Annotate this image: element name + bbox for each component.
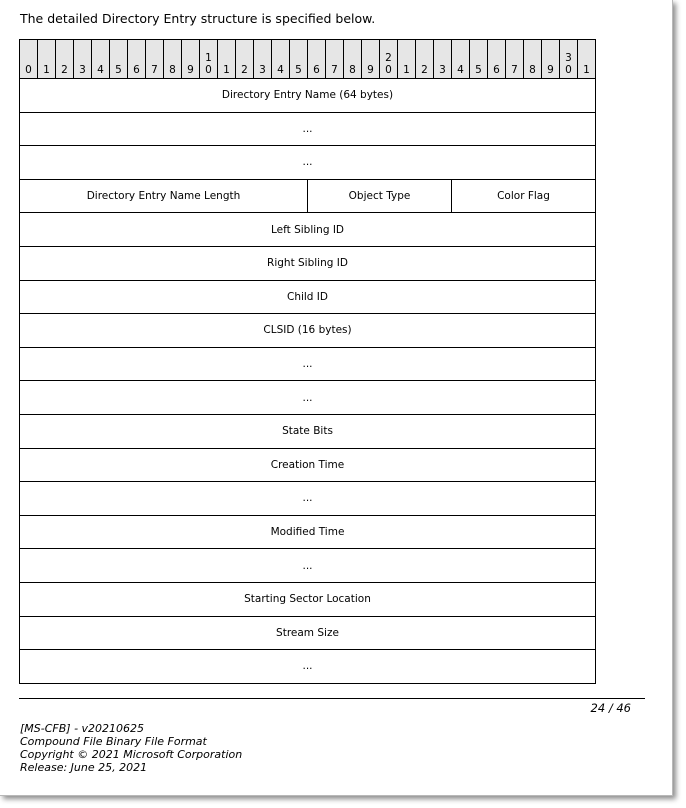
field-name-length: Directory Entry Name Length	[20, 179, 308, 213]
field-cell: CLSID (16 bytes)	[20, 314, 596, 348]
bit-ones-digit: 1	[403, 64, 410, 76]
bit-number-cell	[146, 40, 164, 79]
bit-number-cell	[164, 40, 182, 79]
field-cell: Stream Size	[20, 616, 596, 650]
field-row	[20, 112, 596, 146]
bit-ones-digit: 2	[241, 64, 248, 76]
footer-copyright: Copyright © 2021 Microsoft Corporation	[20, 748, 243, 761]
bit-ones-digit: 4	[457, 64, 464, 76]
bit-number-cell	[488, 40, 506, 79]
bit-number-cell	[344, 40, 362, 79]
bit-tens-digit	[344, 52, 361, 64]
bit-tens-digit	[326, 52, 343, 64]
bit-ones-digit: 0	[565, 64, 572, 76]
bit-tens-digit	[146, 52, 163, 64]
bit-ones-digit: 3	[259, 64, 266, 76]
page-number: 24 / 46	[590, 701, 631, 715]
bit-number-cell	[200, 40, 218, 79]
bit-ones-digit: 5	[295, 64, 302, 76]
bit-ones-digit: 0	[25, 64, 32, 76]
bit-number-cell	[416, 40, 434, 79]
bit-number-cell	[308, 40, 326, 79]
bit-ones-digit: 2	[421, 64, 428, 76]
field-row	[20, 213, 596, 247]
field-cell: Starting Sector Location	[20, 582, 596, 616]
field-continuation: ...	[20, 549, 596, 583]
footer-doc-title: Compound File Binary File Format	[20, 735, 207, 748]
bit-tens-digit	[182, 52, 199, 64]
field-row	[20, 482, 596, 516]
directory-entry-structure-table	[19, 39, 596, 684]
bit-tens-digit	[272, 52, 289, 64]
bit-ones-digit: 0	[205, 64, 212, 76]
bit-number-cell	[452, 40, 470, 79]
bit-number-cell	[236, 40, 254, 79]
bit-number-cell	[578, 40, 596, 79]
bit-number-cell	[434, 40, 452, 79]
bit-ones-digit: 8	[169, 64, 176, 76]
bit-tens-digit	[398, 52, 415, 64]
bit-number-cell	[254, 40, 272, 79]
bit-number-cell	[182, 40, 200, 79]
bit-number-cell	[56, 40, 74, 79]
field-row	[20, 616, 596, 650]
bit-tens-digit	[578, 52, 595, 64]
field-object-type: Object Type	[308, 179, 452, 213]
bit-tens-digit	[38, 52, 55, 64]
field-cell: Creation Time	[20, 448, 596, 482]
bit-ones-digit: 6	[133, 64, 140, 76]
bit-ones-digit: 9	[187, 64, 194, 76]
field-row	[20, 515, 596, 549]
field-continuation: ...	[20, 482, 596, 516]
bit-tens-digit	[56, 52, 73, 64]
field-row	[20, 448, 596, 482]
bit-tens-digit	[542, 52, 559, 64]
field-row	[20, 582, 596, 616]
field-row	[20, 146, 596, 180]
bit-tens-digit	[164, 52, 181, 64]
bit-tens-digit	[218, 52, 235, 64]
bit-ones-digit: 5	[475, 64, 482, 76]
bit-ones-digit: 6	[493, 64, 500, 76]
bit-number-cell	[326, 40, 344, 79]
field-row	[20, 179, 596, 213]
field-continuation: ...	[20, 381, 596, 415]
bit-ones-digit: 8	[349, 64, 356, 76]
bit-tens-digit	[254, 52, 271, 64]
field-row	[20, 414, 596, 448]
field-cell: Child ID	[20, 280, 596, 314]
bit-tens-digit	[20, 52, 37, 64]
footer-release: Release: June 25, 2021	[20, 761, 148, 774]
bit-number-cell	[38, 40, 56, 79]
bit-ones-digit: 1	[583, 64, 590, 76]
bit-tens-digit	[506, 52, 523, 64]
bit-ones-digit: 9	[367, 64, 374, 76]
bit-ones-digit: 1	[223, 64, 230, 76]
bit-tens-digit	[362, 52, 379, 64]
bit-number-cell	[218, 40, 236, 79]
bit-tens-digit: 3	[565, 52, 572, 64]
bit-tens-digit	[452, 52, 469, 64]
field-row	[20, 381, 596, 415]
bit-ones-digit: 3	[79, 64, 86, 76]
field-row	[20, 246, 596, 280]
field-cell: Right Sibling ID	[20, 246, 596, 280]
bit-ones-digit: 4	[97, 64, 104, 76]
footer-doc-id: [MS-CFB] - v20210625	[20, 722, 145, 735]
bit-tens-digit	[416, 52, 433, 64]
bit-number-cell	[362, 40, 380, 79]
bit-tens-digit	[290, 52, 307, 64]
bit-number-cell	[380, 40, 398, 79]
field-row	[20, 79, 596, 113]
bit-tens-digit	[470, 52, 487, 64]
field-color-flag: Color Flag	[452, 179, 596, 213]
field-cell: Modified Time	[20, 515, 596, 549]
field-row	[20, 280, 596, 314]
bit-ones-digit: 1	[43, 64, 50, 76]
field-row	[20, 347, 596, 381]
bit-number-cell	[560, 40, 578, 79]
bit-number-cell	[110, 40, 128, 79]
intro-text: The detailed Directory Entry structure is specified below.	[20, 11, 376, 26]
bit-tens-digit	[308, 52, 325, 64]
bit-ones-digit: 3	[439, 64, 446, 76]
bit-number-cell	[542, 40, 560, 79]
field-row	[20, 549, 596, 583]
bit-header-row	[20, 40, 596, 79]
field-row	[20, 314, 596, 348]
bit-tens-digit	[524, 52, 541, 64]
field-cell: Left Sibling ID	[20, 213, 596, 247]
bit-number-cell	[20, 40, 38, 79]
field-cell: State Bits	[20, 414, 596, 448]
footer-rule	[19, 698, 645, 699]
bit-number-cell	[74, 40, 92, 79]
bit-number-cell	[398, 40, 416, 79]
bit-tens-digit	[92, 52, 109, 64]
bit-ones-digit: 8	[529, 64, 536, 76]
bit-ones-digit: 7	[331, 64, 338, 76]
bit-number-cell	[524, 40, 542, 79]
bit-ones-digit: 7	[511, 64, 518, 76]
bit-ones-digit: 6	[313, 64, 320, 76]
bit-tens-digit	[236, 52, 253, 64]
bit-tens-digit	[74, 52, 91, 64]
bit-tens-digit	[128, 52, 145, 64]
field-continuation: ...	[20, 347, 596, 381]
bit-ones-digit: 9	[547, 64, 554, 76]
bit-tens-digit	[434, 52, 451, 64]
field-continuation: ...	[20, 650, 596, 684]
bit-ones-digit: 5	[115, 64, 122, 76]
bit-tens-digit	[110, 52, 127, 64]
bit-tens-digit	[488, 52, 505, 64]
bit-number-cell	[128, 40, 146, 79]
bit-number-cell	[290, 40, 308, 79]
field-row	[20, 650, 596, 684]
bit-ones-digit: 7	[151, 64, 158, 76]
bit-tens-digit: 2	[385, 52, 392, 64]
bit-number-cell	[470, 40, 488, 79]
bit-number-cell	[506, 40, 524, 79]
bit-number-cell	[272, 40, 290, 79]
field-continuation: ...	[20, 146, 596, 180]
bit-ones-digit: 4	[277, 64, 284, 76]
bit-tens-digit: 1	[205, 52, 212, 64]
field-continuation: ...	[20, 112, 596, 146]
bit-number-cell	[92, 40, 110, 79]
field-cell: Directory Entry Name (64 bytes)	[20, 79, 596, 113]
footer	[20, 722, 242, 774]
bit-ones-digit: 2	[61, 64, 68, 76]
bit-ones-digit: 0	[385, 64, 392, 76]
